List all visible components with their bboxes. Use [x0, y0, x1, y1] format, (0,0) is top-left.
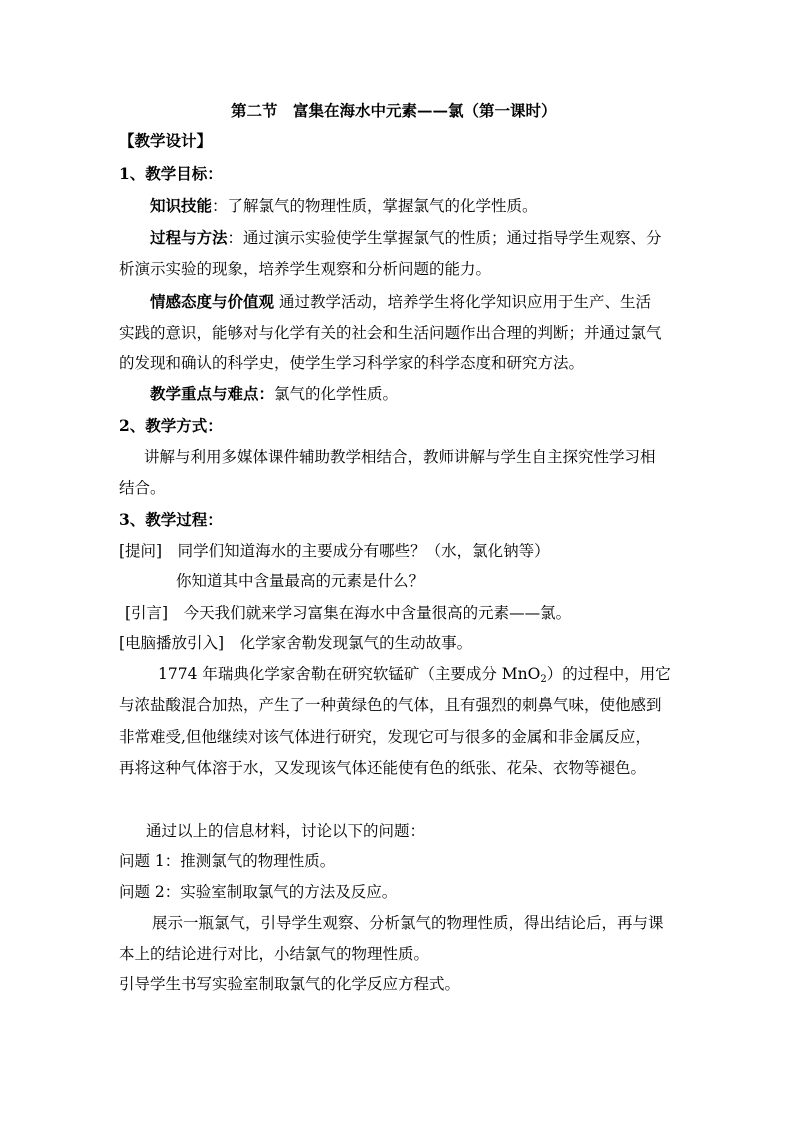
show-line1: 展示一瓶氯气，引导学生观察、分析氯气的物理性质，得出结论后，再与课: [152, 914, 664, 932]
pc-intro-line: [119, 633, 472, 653]
story-line3: 非常难受,但他继续对该气体进行研究，发现它可与很多的金属和非金属反应，: [119, 728, 651, 746]
knowledge-text: ：了解氯气的物理性质，掌握氯气的化学性质。: [212, 197, 538, 215]
knowledge-paragraph: [150, 196, 538, 216]
emotion-text-line2: 实践的意识，能够对与化学有关的社会和生活问题作出合理的判断；并通过氯气: [119, 324, 662, 342]
story-line4: 再将这种气体溶于水，又发现该气体还能使有色的纸张、花朵、衣物等褪色。: [119, 759, 647, 777]
question-tag: [提问]: [119, 542, 163, 560]
pc-text: 化学家舍勒发现氯气的生动故事。: [224, 634, 473, 652]
key-points-label: 教学重点与难点：: [150, 384, 275, 403]
intro-tag: [引言]: [125, 604, 169, 622]
emotion-text-line1: 通过教学活动，培养学生将化学知识应用于生产、生活: [274, 293, 651, 311]
question-2: 问题 2：实验室制取氯气的方法及反应。: [119, 883, 398, 901]
pc-tag: [电脑播放引入]: [119, 634, 225, 652]
show-line2: 本上的结论进行对比，小结氯气的物理性质。: [119, 945, 430, 963]
emotion-label: 情感态度与价值观: [150, 292, 275, 311]
process-text-line2: 析演示实验的现象，培养学生观察和分析问题的能力。: [119, 260, 492, 278]
mno2-subscript: 2: [540, 674, 547, 685]
story-line2: 与浓盐酸混合加热，产生了一种黄绿色的气体，且有强烈的刺鼻气味，使他感到: [119, 696, 662, 714]
process-label: 过程与方法: [150, 228, 228, 247]
question-followup: 你知道其中含量最高的元素是什么？: [176, 572, 425, 590]
question-line: [119, 541, 550, 561]
question-text: 同学们知道海水的主要成分有哪些？（水，氯化钠等）: [162, 542, 550, 560]
process-heading: 3、教学过程：: [119, 510, 223, 529]
key-points-text: 氯气的化学性质。: [274, 385, 399, 403]
intro-text: 今天我们就来学习富集在海水中含量很高的元素——氯。: [168, 604, 572, 622]
teaching-design-heading: 【教学设计】: [119, 131, 213, 150]
knowledge-label: 知识技能: [150, 196, 213, 215]
process-paragraph-line1: [150, 228, 662, 248]
intro-line: [125, 603, 571, 623]
emotion-text-line3: 的发现和确认的科学史，使学生学习科学家的科学态度和研究方法。: [119, 354, 585, 372]
story-line1-b: ）的过程中，用它: [546, 665, 671, 683]
question-1: 问题 1：推测氯气的物理性质。: [119, 852, 336, 870]
guide-line: 引导学生书写实验室制取氯气的化学反应方程式。: [119, 975, 461, 993]
goals-heading: 1、教学目标：: [119, 164, 223, 183]
page-title: 第二节 富集在海水中元素——氯（第一课时）: [231, 101, 557, 120]
discussion-intro: 通过以上的信息材料，讨论以下的问题：: [146, 822, 426, 840]
key-points-paragraph: [150, 384, 398, 404]
method-text-line2: 结合。: [119, 479, 166, 497]
method-heading: 2、教学方式：: [119, 416, 223, 435]
method-text-line1: 讲解与利用多媒体课件辅助教学相结合，教师讲解与学生自主探究性学习相: [144, 448, 656, 466]
process-text-line1: ：通过演示实验使学生掌握氯气的性质；通过指导学生观察、分: [227, 229, 662, 247]
story-line1: [158, 664, 671, 684]
emotion-paragraph-line1: [150, 292, 651, 312]
story-line1-a: 1774 年瑞典化学家舍勒在研究软锰矿（主要成分 MnO: [158, 665, 541, 683]
